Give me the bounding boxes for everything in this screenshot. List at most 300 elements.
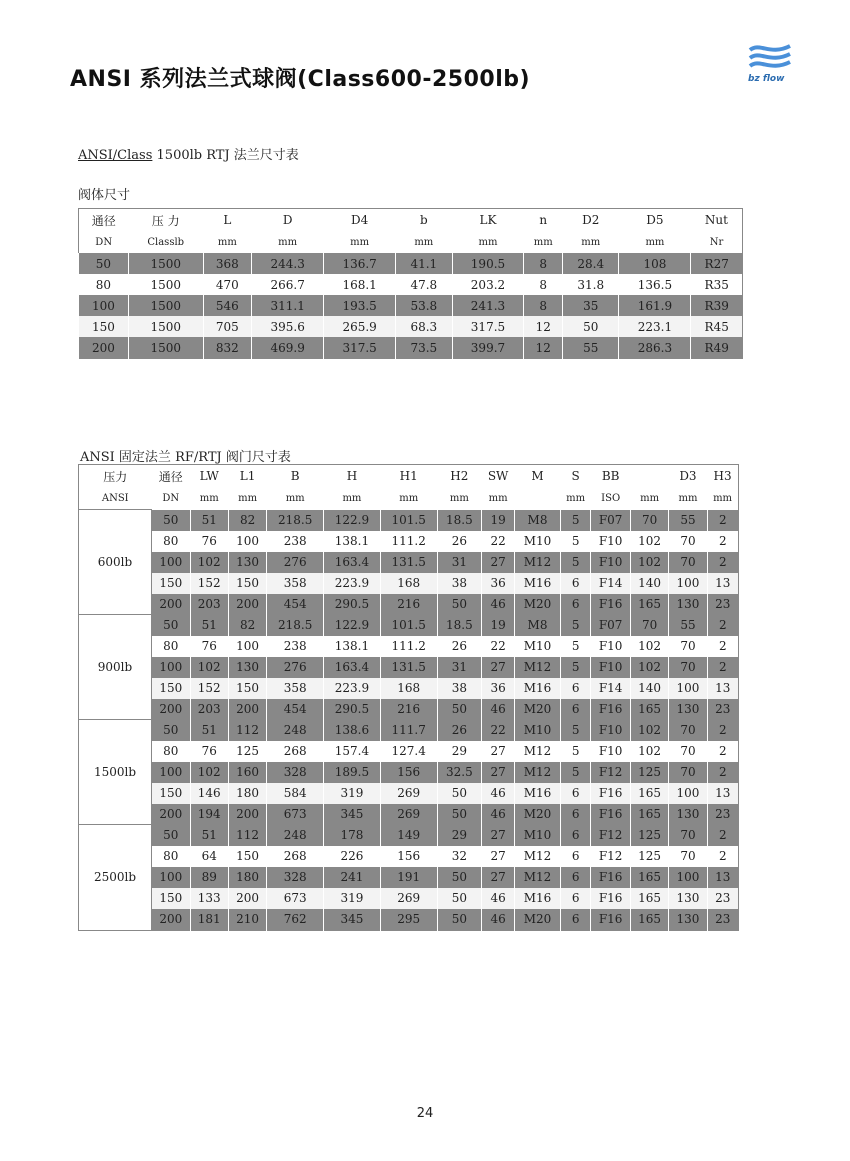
table-cell: 226 [324,846,381,867]
header-cell: D [282,213,293,227]
header-cell: n [539,213,548,227]
table-cell: 5 [560,552,590,573]
table-cell: 136.5 [619,274,691,295]
table-cell: F10 [591,531,631,552]
table-cell: 345 [324,804,381,825]
table-cell: 266.7 [252,274,324,295]
table-cell: 157.4 [324,741,381,762]
table-cell: 18.5 [437,510,482,531]
table-cell: 2 [707,846,738,867]
table-cell: 76 [190,636,228,657]
table-cell: M20 [515,909,561,931]
table-cell: 6 [560,888,590,909]
table-cell: 22 [482,720,515,741]
table-cell: M12 [515,657,561,678]
table-cell: M16 [515,573,561,594]
table-cell: 238 [267,531,324,552]
table-cell: 311.1 [252,295,324,316]
table-cell: 248 [267,720,324,741]
header-row [79,465,739,488]
table-cell: 112 [228,825,266,846]
table-row [79,888,739,909]
table-cell: 705 [203,316,252,337]
table-cell: 50 [437,888,482,909]
table-cell: 111.2 [380,636,437,657]
table-cell: 18.5 [437,615,482,636]
table-cell: 76 [190,531,228,552]
table-cell: 23 [707,888,738,909]
table-cell: 210 [228,909,266,931]
pressure-class-cell: 600lb [79,510,152,615]
table-cell: 13 [707,783,738,804]
table-cell: 100 [228,636,266,657]
table-cell: 317.5 [452,316,524,337]
header-cell: mm [713,492,733,504]
table-cell: F10 [591,636,631,657]
table-cell: 223.1 [619,316,691,337]
table-row [79,741,739,762]
table-cell: M12 [515,846,561,867]
table-cell: 165 [630,888,668,909]
table-cell: 35 [563,295,619,316]
table-cell: 168 [380,678,437,699]
table-cell: 673 [267,888,324,909]
table-cell: 102 [630,720,668,741]
table-cell: M12 [515,762,561,783]
table-cell: 70 [669,531,707,552]
header-cell: Nr [709,236,724,248]
header-cell: 通径 [158,469,183,484]
table-cell: 122.9 [324,510,381,531]
table-cell: 41.1 [396,253,452,274]
table-cell: 150 [152,573,191,594]
table-cell: 168.1 [324,274,396,295]
table-cell: F16 [591,867,631,888]
table-cell: 150 [79,316,129,337]
table-cell: 269 [380,804,437,825]
table-cell: 89 [190,867,228,888]
table-row [79,783,739,804]
table-cell: 50 [437,804,482,825]
table-cell: 5 [560,615,590,636]
table-row [79,510,739,531]
table-cell: 6 [560,846,590,867]
table-cell: 122.9 [324,615,381,636]
table-cell: 238 [267,636,324,657]
table-cell: 546 [203,295,252,316]
table-cell: 125 [630,846,668,867]
table-cell: 223.9 [324,573,381,594]
header-cell: mm [645,236,665,248]
table-cell: 130 [669,804,707,825]
table-cell: 102 [630,741,668,762]
table-cell: 1500 [128,253,203,274]
table-cell: 51 [190,510,228,531]
table-cell: 6 [560,678,590,699]
table-row [79,636,739,657]
table-cell: 165 [630,783,668,804]
table1-label: 阀体尺寸 [78,188,131,203]
header-cell: S [571,469,580,483]
table-cell: 319 [324,783,381,804]
table-row [79,825,739,846]
table-cell: 6 [560,867,590,888]
table-cell: 368 [203,253,252,274]
header-row [79,209,743,232]
table-row [79,804,739,825]
table-cell: F14 [591,573,631,594]
table-cell: 152 [190,678,228,699]
table-cell: 102 [630,552,668,573]
header-cell: DN [162,492,180,504]
table-cell: 1500 [128,274,203,295]
table-cell: M8 [515,510,561,531]
table-cell: 290.5 [324,594,381,615]
table-cell: 584 [267,783,324,804]
table-cell: 26 [437,720,482,741]
table-cell: M10 [515,825,561,846]
header-cell: SW [487,469,509,483]
table-cell: 23 [707,699,738,720]
table-cell: 46 [482,594,515,615]
table-cell: 100 [152,552,191,573]
table-cell: 27 [482,657,515,678]
table-cell: 38 [437,678,482,699]
table-cell: 8 [524,253,563,274]
table-cell: 50 [437,594,482,615]
table-cell: 130 [669,699,707,720]
table-cell: 100 [228,531,266,552]
header-cell: mm [350,236,370,248]
table-row [79,615,739,636]
table-cell: 70 [669,552,707,573]
table-cell: F16 [591,804,631,825]
table-row [79,337,743,359]
table-cell: 46 [482,804,515,825]
table-cell: 269 [380,783,437,804]
table-cell: 244.3 [252,253,324,274]
table-cell: 32.5 [437,762,482,783]
table-cell: 328 [267,867,324,888]
table-cell: 127.4 [380,741,437,762]
logo-text: bz flow [748,74,785,84]
table-cell: F07 [591,615,631,636]
table-cell: 102 [630,657,668,678]
header-cell: ISO [601,492,621,504]
table-cell: 55 [669,615,707,636]
table-cell: 13 [707,573,738,594]
table-cell: 38 [437,573,482,594]
table-cell: F16 [591,888,631,909]
header-cell: ANSI [101,492,129,504]
table-cell: 2 [707,657,738,678]
table-cell: 216 [380,699,437,720]
table-cell: 295 [380,909,437,931]
table-cell: 12 [524,337,563,359]
header-cell: D4 [350,213,369,227]
table-cell: F10 [591,657,631,678]
table-cell: 203.2 [452,274,524,295]
table-cell: 223.9 [324,678,381,699]
table-cell: 5 [560,510,590,531]
table-cell: 31 [437,552,482,573]
table-cell: 22 [482,636,515,657]
table-cell: M20 [515,699,561,720]
pressure-class-cell: 2500lb [79,825,152,931]
table-cell: 27 [482,552,515,573]
table-cell: F10 [591,552,631,573]
table-cell: 130 [669,594,707,615]
table-cell: 55 [563,337,619,359]
header-cell: mm [342,492,362,504]
table-cell: 32 [437,846,482,867]
table-cell: 156 [380,762,437,783]
table-cell: 317.5 [324,337,396,359]
header-cell [515,487,561,510]
table-cell: 23 [707,594,738,615]
table-cell: 82 [228,510,266,531]
table-cell: 203 [190,594,228,615]
table-cell: 140 [630,573,668,594]
table-cell: 395.6 [252,316,324,337]
table-cell: 29 [437,741,482,762]
table-cell: 161.9 [619,295,691,316]
table-cell: 50 [437,699,482,720]
header-cell [630,465,668,488]
table-cell: 102 [630,636,668,657]
table-cell: 165 [630,699,668,720]
header-cell: LK [479,213,497,227]
table-cell: M12 [515,552,561,573]
table-cell: 218.5 [267,510,324,531]
table-cell: 27 [482,846,515,867]
table-row [79,657,739,678]
table-cell: 70 [669,720,707,741]
table-cell: 673 [267,804,324,825]
table-cell: 50 [152,510,191,531]
table-cell: 131.5 [380,552,437,573]
table-cell: 47.8 [396,274,452,295]
table-cell: 50 [437,909,482,931]
table-cell: M12 [515,867,561,888]
header-cell: mm [414,236,434,248]
table-cell: 165 [630,867,668,888]
table-cell: 51 [190,720,228,741]
table-cell: 131.5 [380,657,437,678]
table-cell: 80 [79,274,129,295]
table-cell: 149 [380,825,437,846]
table-cell: 102 [190,657,228,678]
header-cell: H1 [399,469,418,483]
table-cell: 51 [190,615,228,636]
header-cell: mm [533,236,553,248]
table-cell: 832 [203,337,252,359]
table-cell: 70 [669,762,707,783]
table-row [79,678,739,699]
header-cell: mm [217,236,237,248]
section-subtitle [78,144,299,163]
table-cell: 2 [707,531,738,552]
table-cell: R45 [691,316,743,337]
table-cell: 193.5 [324,295,396,316]
table-cell: 19 [482,510,515,531]
table-cell: M16 [515,783,561,804]
header-row [79,487,739,510]
header-cell: H [346,469,358,483]
table-cell: 178 [324,825,381,846]
table-cell: F12 [591,846,631,867]
table-row [79,846,739,867]
table-cell: 29 [437,825,482,846]
table2-label: ANSI 固定法兰 RF/RTJ 阀门尺寸表 [80,450,291,465]
table-cell: R39 [691,295,743,316]
table-cell: 156 [380,846,437,867]
pressure-class-cell: 1500lb [79,720,152,825]
header-cell: mm [678,492,698,504]
table-cell: 22 [482,531,515,552]
table-cell: 286.3 [619,337,691,359]
header-cell: mm [581,236,601,248]
table-cell: 100 [669,783,707,804]
table-cell: M20 [515,804,561,825]
table-cell: 64 [190,846,228,867]
table-cell: 12 [524,316,563,337]
table-cell: 46 [482,909,515,931]
table-row [79,316,743,337]
table-cell: 163.4 [324,552,381,573]
table-cell: 6 [560,804,590,825]
table-cell: R27 [691,253,743,274]
table-cell: 50 [152,825,191,846]
header-cell: mm [478,236,498,248]
table-cell: 454 [267,699,324,720]
table-cell: 138.1 [324,636,381,657]
table-cell: 82 [228,615,266,636]
table-cell: 5 [560,636,590,657]
table-cell: 6 [560,909,590,931]
table-cell: 241.3 [452,295,524,316]
header-cell: B [290,469,300,483]
table-cell: 200 [152,909,191,931]
table-row [79,295,743,316]
table-cell: 180 [228,783,266,804]
table-cell: 454 [267,594,324,615]
header-cell: mm [449,492,469,504]
table-row [79,720,739,741]
table-cell: F16 [591,594,631,615]
table-cell: 5 [560,741,590,762]
table-cell: 276 [267,657,324,678]
table-cell: 203 [190,699,228,720]
table-cell: F16 [591,699,631,720]
table-cell: 100 [669,678,707,699]
table-cell: R49 [691,337,743,359]
table-cell: 290.5 [324,699,381,720]
table-cell: 165 [630,594,668,615]
table-row [79,573,739,594]
header-cell: mm [488,492,508,504]
table-cell: M10 [515,720,561,741]
header-cell: mm [399,492,419,504]
table-cell: 180 [228,867,266,888]
table-cell: 200 [152,804,191,825]
header-cell: mm [566,492,586,504]
table-cell: 19 [482,615,515,636]
table-cell: 328 [267,762,324,783]
table-cell: 27 [482,762,515,783]
table-cell: 200 [228,804,266,825]
table-cell: 150 [152,888,191,909]
table-cell: 200 [79,337,129,359]
table-cell: 46 [482,699,515,720]
table-cell: 2 [707,720,738,741]
header-cell: D2 [582,213,600,227]
table-cell: 190.5 [452,253,524,274]
table-cell: 358 [267,573,324,594]
table-cell: 470 [203,274,252,295]
table-cell: 181 [190,909,228,931]
table-cell: 50 [79,253,129,274]
table-cell: 80 [152,741,191,762]
table-cell: F12 [591,825,631,846]
table-cell: 130 [669,888,707,909]
table-cell: 150 [152,678,191,699]
table-row [79,699,739,720]
table-cell: 70 [630,615,668,636]
table-cell: 165 [630,804,668,825]
table-cell: 2 [707,636,738,657]
table-cell: 130 [228,552,266,573]
table-cell: 26 [437,636,482,657]
header-cell: mm [640,492,660,504]
table-cell: 26 [437,531,482,552]
table-cell: 200 [152,699,191,720]
table-cell: 160 [228,762,266,783]
table-cell: 146 [190,783,228,804]
table-cell: F16 [591,783,631,804]
table-cell: 13 [707,678,738,699]
table-cell: 165 [630,909,668,931]
table-cell: 1500 [128,337,203,359]
table-row [79,552,739,573]
header-cell: mm [199,492,219,504]
table-cell: 27 [482,741,515,762]
table-cell: 152 [190,573,228,594]
table-cell: 102 [190,762,228,783]
table-cell: 100 [669,573,707,594]
table-cell: 70 [669,657,707,678]
table-cell: 762 [267,909,324,931]
header-cell: mm [278,236,298,248]
header-cell: D5 [646,213,664,227]
table-cell: F07 [591,510,631,531]
header-cell: mm [238,492,258,504]
table-cell: 268 [267,846,324,867]
table-cell: F16 [591,909,631,931]
table-cell: 218.5 [267,615,324,636]
table-cell: 27 [482,825,515,846]
header-cell: Classlb [147,236,185,248]
table-row [79,762,739,783]
table-cell: F10 [591,741,631,762]
table-cell: M8 [515,615,561,636]
table-cell: 138.6 [324,720,381,741]
page-title: ANSI 系列法兰式球阀(Class600-2500lb) [70,67,531,92]
table-cell: 345 [324,909,381,931]
table-cell: 194 [190,804,228,825]
table-cell: 358 [267,678,324,699]
table-cell: M12 [515,741,561,762]
